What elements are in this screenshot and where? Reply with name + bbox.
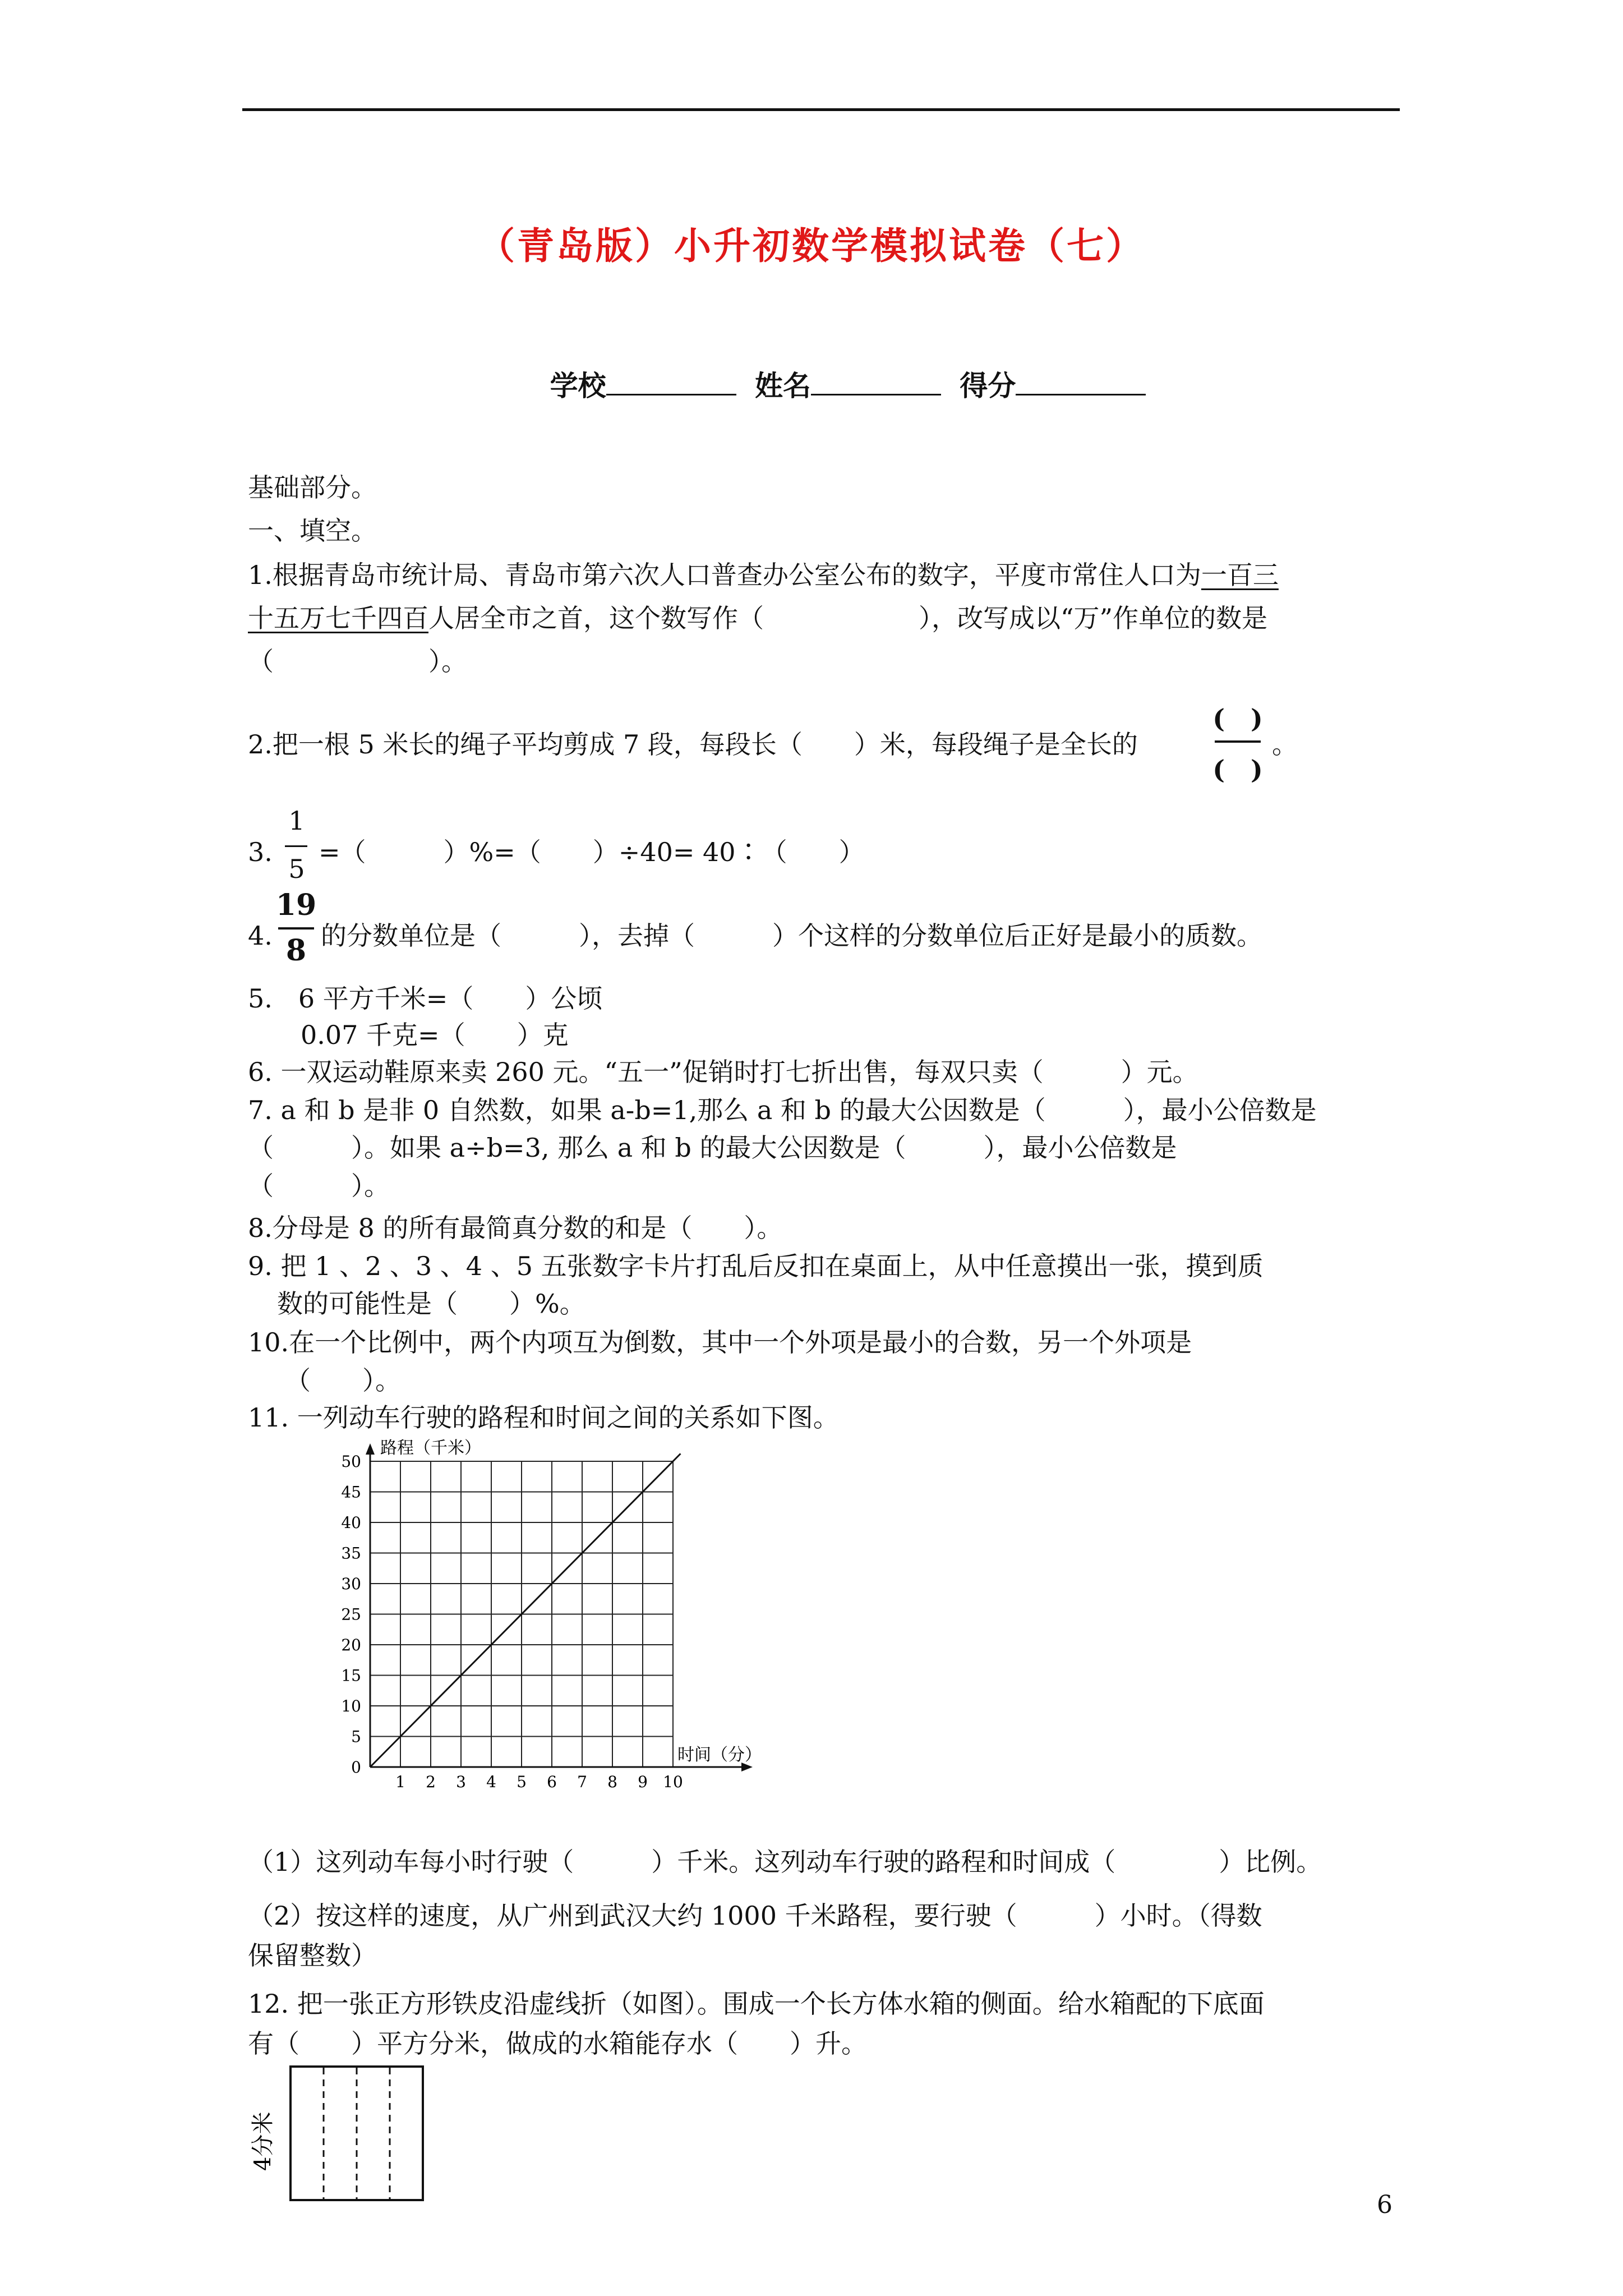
q4-fraction-bar xyxy=(278,927,314,930)
q6-text: 6. 一双运动鞋原来卖 260 元。“五一”促销时打七折出售，每双只卖（ ）元。 xyxy=(248,1057,1198,1087)
y-tick-label: 35 xyxy=(341,1544,361,1563)
score-label: 得分 xyxy=(960,369,1016,402)
q3-fraction-bar xyxy=(285,845,307,847)
q2-fraction-bar xyxy=(1215,740,1261,743)
y-tick-label: 0 xyxy=(351,1758,361,1777)
name-label: 姓名 xyxy=(755,369,811,402)
school-label: 学校 xyxy=(550,369,606,402)
header-fields xyxy=(0,364,1623,404)
section-label: 基础部分。 xyxy=(248,472,377,503)
x-tick-label: 1 xyxy=(395,1773,405,1791)
q2-end: 。 xyxy=(1272,729,1298,760)
q4-label: 4. xyxy=(248,921,273,951)
q2-fraction-numerator: ( ) xyxy=(1212,703,1263,734)
q4-text: 的分数单位是（ ），去掉（ ）个这样的分数单位后正好是最小的质数。 xyxy=(321,921,1262,951)
q9-line1: 9. 把 1 、2 、3 、4 、5 五张数字卡片打乱后反扣在桌面上，从中任意摸出一张，摸到质 xyxy=(248,1251,1264,1281)
x-tick-label: 7 xyxy=(577,1773,587,1791)
x-axis-label: 时间（分） xyxy=(677,1745,762,1765)
score-blank xyxy=(1016,369,1146,395)
x-tick-label: 5 xyxy=(517,1773,527,1791)
x-tick-label: 9 xyxy=(638,1773,648,1791)
q12-line2: 有（ ）平方分米，做成的水箱能存水（ ）升。 xyxy=(248,2028,867,2059)
q7-line1: 7. a 和 b 是非 0 自然数，如果 a-b=1,那么 a 和 b 的最大公因数是（ ），最小公倍数是 xyxy=(248,1095,1317,1125)
y-tick-label: 10 xyxy=(341,1697,361,1715)
q2-fraction-denominator: ( ) xyxy=(1212,754,1263,785)
q7-line3: （ ）。 xyxy=(248,1171,390,1201)
q3-text: =（ ）%=（ ）÷40= 40∶（ ） xyxy=(319,837,865,867)
q11-sub2-line2: 保留整数） xyxy=(248,1940,377,1971)
page-number: 6 xyxy=(1377,2191,1393,2219)
y-tick-label: 20 xyxy=(341,1636,361,1654)
y-axis-arrow xyxy=(366,1443,375,1455)
name-blank xyxy=(811,369,941,395)
q12-line1: 12. 把一张正方形铁皮沿虚线折（如图）。围成一个长方体水箱的侧面。给水箱配的下底面 xyxy=(248,1989,1265,2019)
x-tick-label: 10 xyxy=(663,1773,683,1791)
y-axis-label: 路程（千米） xyxy=(380,1438,481,1458)
y-tick-label: 5 xyxy=(351,1727,361,1746)
series-line xyxy=(370,1453,681,1767)
q8-text: 8.分母是 8 的所有最简真分数的和是（ ）。 xyxy=(248,1213,783,1243)
q1-underlined-b: 十五万七千四百 xyxy=(248,603,428,633)
y-tick-label: 45 xyxy=(341,1483,361,1502)
x-tick-label: 4 xyxy=(486,1773,496,1791)
y-tick-label: 25 xyxy=(341,1605,361,1624)
q9-line2: 数的可能性是（ ）%。 xyxy=(277,1289,585,1319)
x-tick-label: 3 xyxy=(456,1773,466,1791)
q11-text: 11. 一列动车行驶的路程和时间之间的关系如下图。 xyxy=(248,1402,839,1433)
q10-line1: 10.在一个比例中，两个内项互为倒数，其中一个外项是最小的合数，另一个外项是 xyxy=(248,1327,1192,1358)
q11-sub1: （1）这列动车每小时行驶（ ）千米。这列动车行驶的路程和时间成（ ）比例。 xyxy=(248,1847,1322,1877)
q2-text: 2.把一根 5 米长的绳子平均剪成 7 段，每段长（ ）米，每段绳子是全长的 xyxy=(248,729,1138,760)
distance-time-chart xyxy=(314,1436,785,1806)
school-blank xyxy=(606,369,736,395)
x-tick-label: 2 xyxy=(426,1773,436,1791)
q1-text-b: 人居全市之首，这个数写作（ ），改写成以“万”作单位的数是 xyxy=(428,603,1268,633)
x-tick-label: 8 xyxy=(607,1773,617,1791)
y-tick-label: 50 xyxy=(341,1452,361,1471)
y-tick-label: 15 xyxy=(341,1666,361,1685)
q5-line2: 0.07 千克=（ ）克 xyxy=(301,1020,569,1050)
q1-line1 xyxy=(248,558,1279,592)
page-title: （青岛版）小升初数学模拟试卷（七） xyxy=(478,224,1145,268)
q1-line3: （ ）。 xyxy=(248,646,467,677)
q5-line1: 5. 6 平方千米=（ ）公顷 xyxy=(248,983,603,1014)
top-rule xyxy=(242,108,1400,111)
x-tick-label: 6 xyxy=(547,1773,557,1791)
q4-numerator: 19 xyxy=(275,888,317,922)
q7-line2: （ ）。如果 a÷b=3, 那么 a 和 b 的最大公因数是（ ），最小公倍数是 xyxy=(248,1133,1177,1163)
q1-text-a: 1.根据青岛市统计局、青岛市第六次人口普查办公室公布的数字，平度市常住人口为 xyxy=(248,560,1201,590)
q3-numerator: 1 xyxy=(288,806,305,836)
q3-denominator: 5 xyxy=(288,854,305,884)
q3-label: 3. xyxy=(248,837,273,867)
q4-denominator: 8 xyxy=(285,933,307,968)
q1-underlined-a: 一百三 xyxy=(1201,560,1279,590)
y-tick-label: 40 xyxy=(341,1513,361,1532)
folded-sheet-figure xyxy=(242,2064,427,2205)
part-heading: 一、填空。 xyxy=(248,516,377,546)
q10-line2: （ ）。 xyxy=(285,1365,401,1396)
y-tick-label: 30 xyxy=(341,1575,361,1593)
side-length-label: 4分米 xyxy=(250,2111,276,2171)
q1-line2 xyxy=(248,601,1267,636)
q11-sub2-line1: （2）按这样的速度，从广州到武汉大约 1000 千米路程，要行驶（ ）小时。（得数 xyxy=(248,1901,1262,1931)
